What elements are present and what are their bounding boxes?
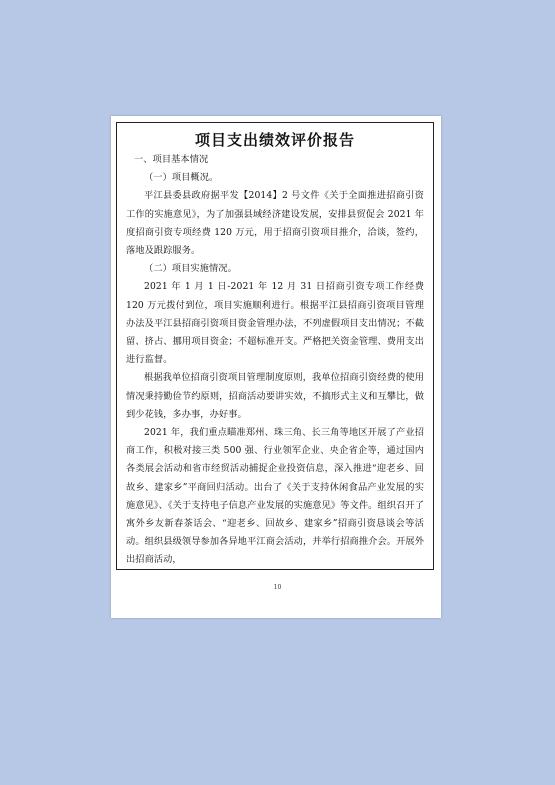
paragraph-implementation: 2021 年 1 月 1 日-2021 年 12 月 31 日招商引资专项工作经费 120 万元拨付到位，项目实施顺利进行。根据平江县招商引资项目管理办法及平江县招商引资项目资金管理办法，不列虚假项目支出情况；不截留、挤占、挪用项目资金；不超标准开支。严格把关资金管理、费用支出进行监督。 (126, 281, 424, 366)
paragraph-project-overview: 平江县委县政府据平发【2014】2 号文件《关于全面推进招商引资工作的实施意见》，为了加强县域经济建设发展，安排县贸促会 2021 年度招商引资专项经费 120 万元，用于招商引资项目推介，洽谈，签约，落地及跟踪服务。 (126, 190, 424, 257)
sub-heading-implementation: （二）项目实施情况。 (144, 263, 237, 275)
paragraph-activities-2021: 2021 年，我们重点瞄准郑州、珠三角、长三角等地区开展了产业招商工作，积极对接三类 500 强、行业领军企业、央企省企等，通过国内各类展会活动和省市经贸活动捕捉企业投资信息，深入推进“迎老乡、回故乡、建家乡”平商回归活动。出台了《关于支持休闲食品产业发展的实施意见》、《关于支持电子信息产业发展的实施意见》等文件。组织召开了寓外乡友新春茶话会、“迎老乡、回故乡、建家乡”招商引资恳谈会等活动。组织县级领导参加各异地平江商会活动，并举行招商推介会。开展外出招商活动， (126, 427, 424, 566)
page-number: 10 (273, 584, 282, 591)
document-title: 项目支出绩效评价报告 (194, 131, 355, 149)
document-frame (116, 122, 434, 570)
sub-heading-project-overview: （一）项目概况。 (144, 172, 219, 184)
section-heading-basic-info: 一、项目基本情况 (134, 154, 209, 165)
paragraph-fund-usage: 根据我单位招商引资项目管理制度原则，我单位招商引资经费的使用情况秉持勤俭节约原则，招商活动要讲实效，不搞形式主义和互攀比，做到少花钱，多办事，办好事。 (126, 372, 424, 420)
